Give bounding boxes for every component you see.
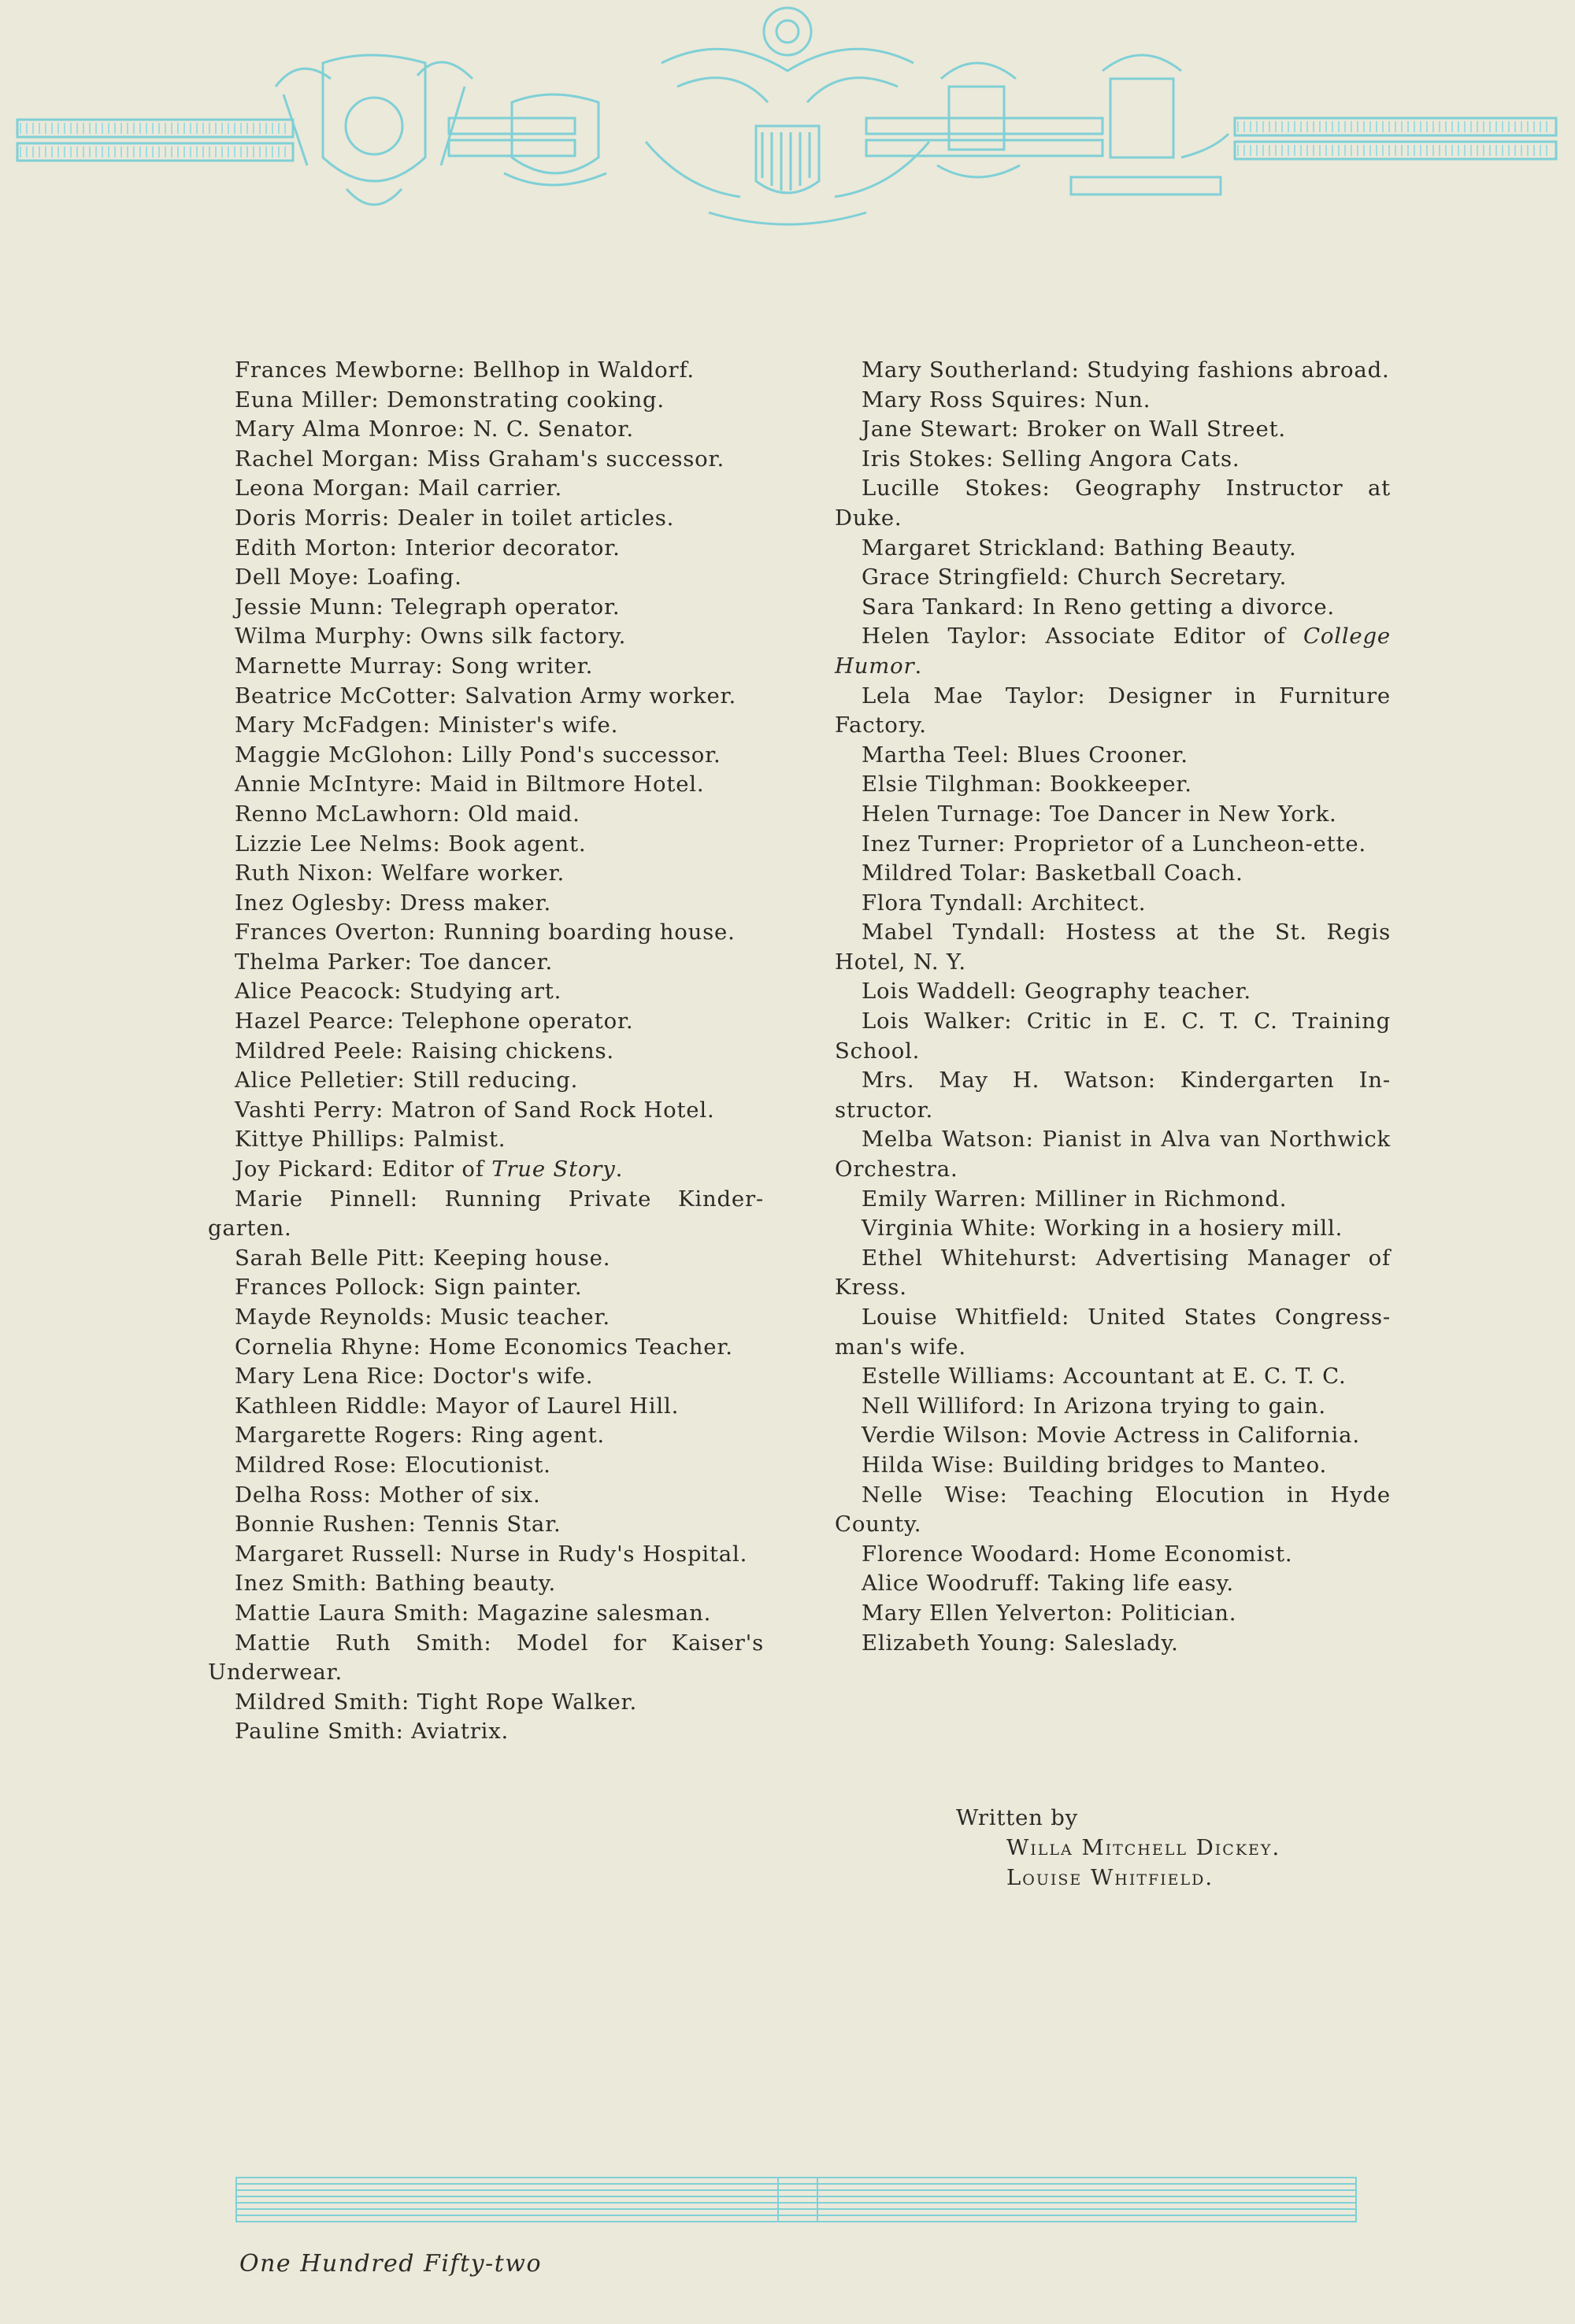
entry-work-title: College Humor <box>835 624 1391 679</box>
entry-text: Mary Alma Monroe: N. C. Senator. <box>235 416 634 442</box>
entry-text: Estelle Williams: Accountant at E. C. T. C. <box>862 1364 1347 1390</box>
entry <box>835 534 1391 564</box>
entry-text: Mildred Smith: Tight Rope Walker. <box>235 1689 637 1715</box>
entry <box>208 1717 764 1747</box>
entry-text: Mary McFadgen: Minister's wife. <box>235 712 619 738</box>
entry-text: Emily Warren: Milliner in Richmond. <box>862 1186 1288 1212</box>
entry <box>208 1540 764 1570</box>
entry-text: Marnette Murray: Song writer. <box>235 653 594 679</box>
entry-text: Elizabeth Young: Saleslady. <box>862 1630 1179 1656</box>
entry-text: Frances Overton: Running boarding house. <box>235 920 736 946</box>
entry <box>208 1096 764 1126</box>
entry <box>208 1599 764 1629</box>
entry <box>835 1569 1391 1599</box>
entry-text: Louise Whitfield: United States Congress-man's wife. <box>835 1304 1391 1360</box>
entry-text: Vashti Perry: Matron of Sand Rock Hotel. <box>235 1097 715 1123</box>
entry-text: Martha Teel: Blues Crooner. <box>862 742 1188 768</box>
entry-text: Wilma Murphy: Owns silk factory. <box>235 624 627 649</box>
entry-text: Mattie Ruth Smith: Model for Kaiser's Underwear. <box>208 1630 764 1686</box>
entry-text: Florence Woodard: Home Economist. <box>862 1541 1293 1567</box>
entry <box>208 356 764 386</box>
entry-text: Mildred Tolar: Basketball Coach. <box>862 860 1243 886</box>
entry <box>208 1037 764 1067</box>
entry-text: Kittye Phillips: Palmist. <box>235 1127 506 1153</box>
entry <box>208 800 764 830</box>
entry <box>208 741 764 771</box>
entry <box>835 1599 1391 1629</box>
entry-text: Nell Williford: In Arizona trying to gain. <box>862 1393 1326 1419</box>
byline-author-2: Louise Whitfield. <box>1006 1865 1214 1890</box>
entry <box>208 1510 764 1540</box>
entry <box>835 1362 1391 1392</box>
entry-text: Grace Stringfield: Church Secretary. <box>862 564 1288 590</box>
entry-text: Helen Taylor: Associate Editor of <box>862 624 1304 649</box>
entry-text: Helen Turnage: Toe Dancer in New York. <box>862 801 1337 827</box>
entry-text: Mrs. May H. Watson: Kindergarten In-structor. <box>835 1068 1391 1123</box>
entry <box>835 741 1391 771</box>
entry-text: Melba Watson: Pianist in Alva van Northwick Orchestra. <box>835 1127 1391 1182</box>
entry <box>208 889 764 919</box>
entry-text: Mary Ross Squires: Nun. <box>862 387 1151 413</box>
crest-right-icon <box>937 55 1228 194</box>
entry-text: Virginia White: Working in a hosiery mill. <box>862 1216 1343 1242</box>
entry-text: Mayde Reynolds: Music teacher. <box>235 1304 610 1330</box>
entry-text: Mary Lena Rice: Doctor's wife. <box>235 1364 594 1390</box>
entry-text: Ruth Nixon: Welfare worker. <box>235 860 565 886</box>
entry-text: Alice Woodruff: Taking life easy. <box>862 1571 1234 1597</box>
entry <box>208 1066 764 1096</box>
entry-punctuation: . <box>615 1156 624 1182</box>
entry-text: Leona Morgan: Mail carrier. <box>235 476 563 501</box>
entry <box>208 534 764 564</box>
entry-text: Alice Peacock: Studying art. <box>235 979 562 1005</box>
entry <box>208 682 764 712</box>
entry-text: Pauline Smith: Aviatrix. <box>235 1719 510 1745</box>
entry <box>835 830 1391 860</box>
entry <box>208 474 764 504</box>
entry <box>208 386 764 416</box>
entry <box>208 1362 764 1392</box>
entry-text: Lois Walker: Critic in E. C. T. C. Training School. <box>835 1008 1391 1064</box>
crest-left-icon <box>276 55 472 205</box>
entry-text: Kathleen Riddle: Mayor of Laurel Hill. <box>235 1393 680 1419</box>
entry-text: Mary Ellen Yelverton: Politician. <box>862 1600 1237 1626</box>
entry-text: Nelle Wise: Teaching Elocution in Hyde County. <box>835 1482 1391 1538</box>
entry <box>835 622 1391 681</box>
entry-text: Bonnie Rushen: Tennis Star. <box>235 1512 561 1538</box>
entry-text: Mildred Rose: Elocutionist. <box>235 1452 551 1478</box>
entry <box>835 918 1391 977</box>
entry <box>208 504 764 534</box>
entry <box>208 918 764 948</box>
entry <box>835 1392 1391 1422</box>
entry <box>208 1392 764 1422</box>
entry <box>208 1688 764 1718</box>
entry <box>208 711 764 741</box>
entry <box>208 770 764 800</box>
header-ornament <box>0 0 1575 236</box>
entry-text: Lois Waddell: Geography teacher. <box>862 979 1251 1005</box>
entry-text: Inez Smith: Bathing beauty. <box>235 1571 557 1597</box>
entry <box>208 1125 764 1155</box>
entry-text: Jane Stewart: Broker on Wall Street. <box>862 416 1286 442</box>
entry <box>208 415 764 445</box>
entry <box>835 1421 1391 1451</box>
entry-text: Sara Tankard: In Reno getting a divorce. <box>862 594 1335 620</box>
entry-text: Frances Mewborne: Bellhop in Waldorf. <box>235 357 695 383</box>
entry-text: Annie McIntyre: Maid in Biltmore Hotel. <box>235 772 705 797</box>
entry-text: Edith Morton: Interior decorator. <box>235 535 621 561</box>
entry-text: Elsie Tilghman: Bookkeeper. <box>862 772 1192 797</box>
entry <box>208 1303 764 1333</box>
entry-text: Frances Pollock: Sign painter. <box>235 1275 583 1301</box>
entry <box>835 770 1391 800</box>
byline-label: Written by <box>956 1805 1078 1830</box>
entry-text: Sarah Belle Pitt: Keeping house. <box>235 1245 611 1271</box>
entry <box>208 1451 764 1481</box>
entry-text: Lela Mae Taylor: Designer in Furniture Factory. <box>835 683 1391 738</box>
entry-text: Alice Pelletier: Still reducing. <box>235 1068 579 1094</box>
entry <box>208 1569 764 1599</box>
entry-work-title: True Story <box>491 1156 616 1182</box>
entry <box>208 1273 764 1303</box>
entry <box>835 1629 1391 1659</box>
entry <box>208 948 764 978</box>
entry <box>208 1155 764 1185</box>
entry-text: Lizzie Lee Nelms: Book agent. <box>235 831 587 857</box>
entry-text: Hilda Wise: Building bridges to Manteo. <box>862 1452 1328 1478</box>
entry-text: Jessie Munn: Telegraph operator. <box>235 594 621 620</box>
entry-text: Dell Moye: Loafing. <box>235 564 462 590</box>
entry-text: Maggie McGlohon: Lilly Pond's successor. <box>235 742 721 768</box>
entry-punctuation: . <box>914 653 923 679</box>
entry <box>835 1303 1391 1362</box>
entry <box>835 593 1391 623</box>
entry <box>208 1007 764 1037</box>
entry <box>208 1629 764 1688</box>
right-column <box>835 356 1391 1658</box>
entry-text: Beatrice McCotter: Salvation Army worker. <box>235 683 736 709</box>
entry-text: Euna Miller: Demonstrating cooking. <box>235 387 665 413</box>
entry <box>208 859 764 889</box>
entry <box>208 1333 764 1363</box>
entry <box>835 800 1391 830</box>
byline-author-1: Willa Mitchell Dickey. <box>1006 1835 1281 1860</box>
entry-text: Mabel Tyndall: Hostess at the St. Regis Hotel, N. Y. <box>835 920 1391 975</box>
entry-text: Margaret Russell: Nurse in Rudy's Hospital. <box>235 1541 748 1567</box>
entry <box>835 889 1391 919</box>
entry <box>835 445 1391 475</box>
entry-text: Inez Oglesby: Dress maker. <box>235 890 552 916</box>
eagle-crest-icon <box>646 8 929 224</box>
entry-text: Doris Morris: Dealer in toilet articles. <box>235 505 675 531</box>
entry-text: Margarette Rogers: Ring agent. <box>235 1423 605 1449</box>
entry <box>208 1481 764 1511</box>
entry-text: Lucille Stokes: Geography Instructor at Duke. <box>835 476 1391 531</box>
entry-text: Cornelia Rhyne: Home Economics Teacher. <box>235 1334 733 1360</box>
entry <box>835 415 1391 445</box>
entry <box>835 1214 1391 1244</box>
byline <box>956 1803 1280 1893</box>
left-column <box>208 356 764 1747</box>
entry <box>835 1185 1391 1215</box>
entry <box>835 474 1391 533</box>
page-number: One Hundred Fifty-two <box>239 2250 542 2278</box>
entry-text: Margaret Strickland: Bathing Beauty. <box>862 535 1297 561</box>
entry-text: Rachel Morgan: Miss Graham's successor. <box>235 446 725 472</box>
entry <box>208 1185 764 1244</box>
entry <box>208 593 764 623</box>
entry <box>835 1540 1391 1570</box>
entry <box>835 682 1391 741</box>
entry <box>835 859 1391 889</box>
entry-text: Thelma Parker: Toe dancer. <box>235 949 554 975</box>
entry <box>835 563 1391 593</box>
entry <box>208 652 764 682</box>
entry <box>208 977 764 1007</box>
entry-text: Mildred Peele: Raising chickens. <box>235 1038 614 1064</box>
entry <box>835 356 1391 386</box>
entry <box>208 445 764 475</box>
entry-text: Joy Pickard: Editor of <box>235 1156 492 1182</box>
entry <box>835 1481 1391 1540</box>
entry <box>835 1066 1391 1125</box>
entry <box>208 622 764 652</box>
entry <box>208 1244 764 1274</box>
entry-text: Verdie Wilson: Movie Actress in California. <box>862 1423 1360 1449</box>
entry <box>835 1244 1391 1303</box>
entry-text: Delha Ross: Mother of six. <box>235 1482 541 1508</box>
entry-text: Renno McLawhorn: Old maid. <box>235 801 580 827</box>
footer-ornament <box>235 2176 1358 2223</box>
entry-text: Marie Pinnell: Running Private Kinder-garten. <box>208 1186 764 1242</box>
entry <box>835 1007 1391 1066</box>
entry-text: Iris Stokes: Selling Angora Cats. <box>862 446 1240 472</box>
entry-text: Hazel Pearce: Telephone operator. <box>235 1008 634 1034</box>
entry-text: Mattie Laura Smith: Magazine salesman. <box>235 1600 712 1626</box>
entry <box>835 977 1391 1007</box>
entry <box>208 563 764 593</box>
entry <box>835 386 1391 416</box>
entry <box>835 1451 1391 1481</box>
entry-text: Flora Tyndall: Architect. <box>862 890 1147 916</box>
entry <box>208 830 764 860</box>
entry <box>208 1421 764 1451</box>
entry-text: Inez Turner: Proprietor of a Luncheon-ette. <box>862 831 1366 857</box>
entry-text: Ethel Whitehurst: Advertising Manager of Kress. <box>835 1245 1391 1301</box>
entry-text: Mary Southerland: Studying fashions abroad. <box>862 357 1390 383</box>
entry <box>835 1125 1391 1184</box>
